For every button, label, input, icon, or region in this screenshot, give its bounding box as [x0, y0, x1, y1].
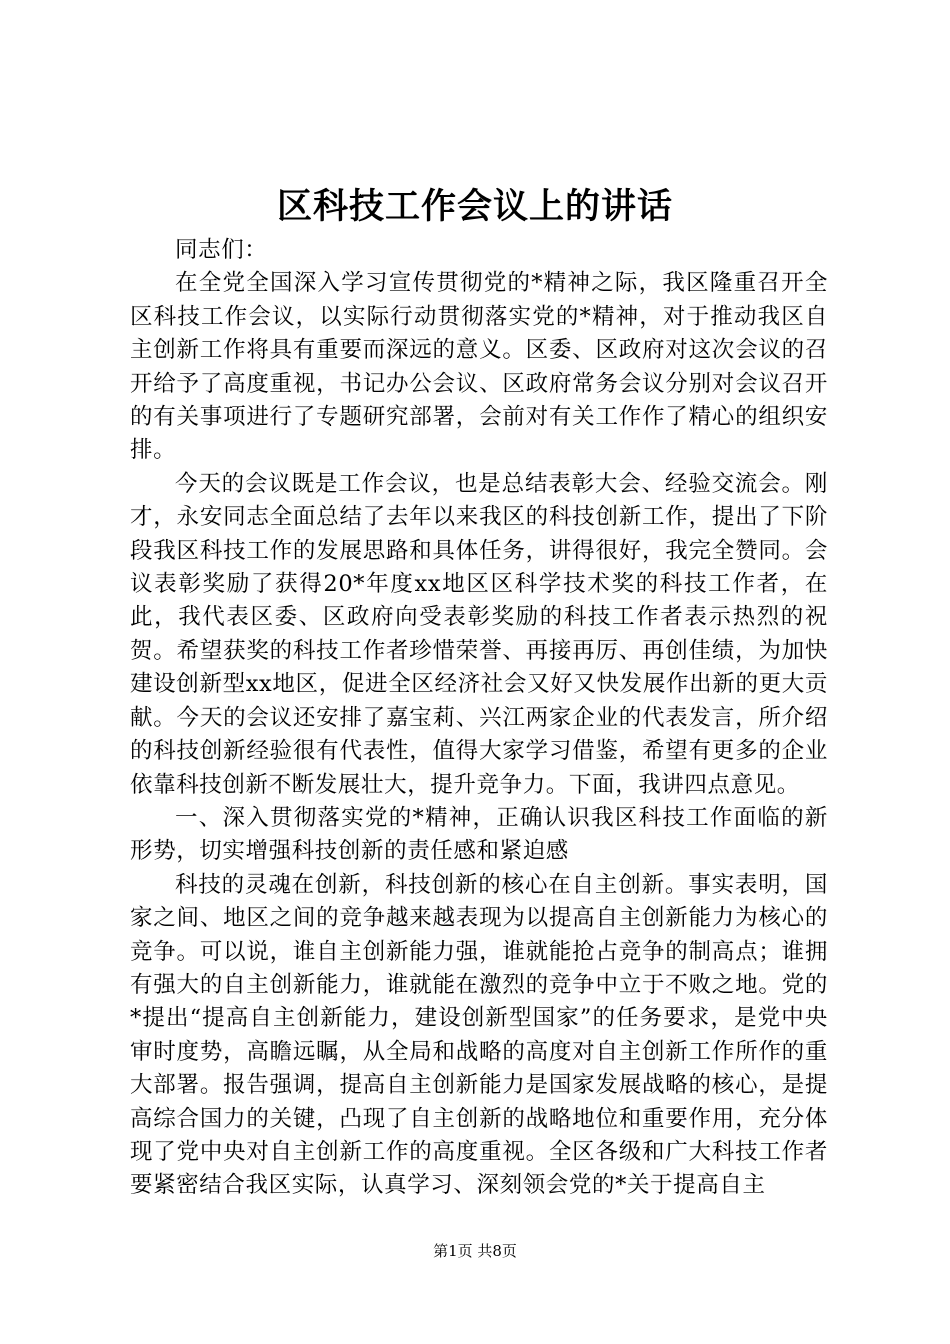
- document-body: [130, 234, 828, 1203]
- greeting-paragraph: 同志们：: [175, 237, 268, 263]
- body-paragraph: 科技的灵魂在创新，科技创新的核心在自主创新。事实表明，国家之间、地区之间的竞争越来越表现为以提高自主创新能力为核心的竞争。可以说，谁自主创新能力强，谁就能抢占竞争的制高点；谁拥有强大的自主创新能力，谁就能在激烈的竞争中立于不败之地。党的*提出“提高自主创新能力，建设创新型国家”的任务要求，是党中央审时度势，高瞻远瞩，从全局和战略的高度对自主创新工作所作的重大部署。报告强调，提高自主创新能力是国家发展战略的核心，是提高综合国力的关键，凸现了自主创新的战略地位和重要作用，充分体现了党中央对自主创新工作的高度重视。全区各级和广大科技工作者要紧密结合我区实际，认真学习、深刻领会党的*关于提高自主: [130, 871, 828, 1199]
- body-paragraph: 今天的会议既是工作会议，也是总结表彰大会、经验交流会。刚才，永安同志全面总结了去年以来我区的科技创新工作，提出了下阶段我区科技工作的发展思路和具体任务，讲得很好，我完全赞同。会议表彰奖励了获得20*年度xx地区区科学技术奖的科技工作者，在此，我代表区委、区政府向受表彰奖励的科技工作者表示热烈的祝贺。希望获奖的科技工作者珍惜荣誉、再接再厉、再创佳绩，为加快建设创新型xx地区，促进全区经济社会又好又快发展作出新的更大贡献。今天的会议还安排了嘉宝莉、兴江两家企业的代表发言，所介绍的科技创新经验很有代表性，值得大家学习借鉴，希望有更多的企业依靠科技创新不断发展壮大，提升竞争力。下面，我讲四点意见。: [130, 470, 828, 798]
- document-title: 区科技工作会议上的讲话: [276, 186, 673, 227]
- page-footer: 第1页 共8页: [433, 1242, 517, 1260]
- section-heading: 一、深入贯彻落实党的*精神，正确认识我区科技工作面临的新形势，切实增强科技创新的责任感和紧迫感: [130, 804, 828, 865]
- body-paragraph: 在全党全国深入学习宣传贯彻党的*精神之际，我区隆重召开全区科技工作会议，以实际行动贯彻落实党的*精神，对于推动我区自主创新工作将具有重要而深远的意义。区委、区政府对这次会议的召开给予了高度重视，书记办公会议、区政府常务会议分别对会议召开的有关事项进行了专题研究部署，会前对有关工作作了精心的组织安排。: [130, 270, 828, 464]
